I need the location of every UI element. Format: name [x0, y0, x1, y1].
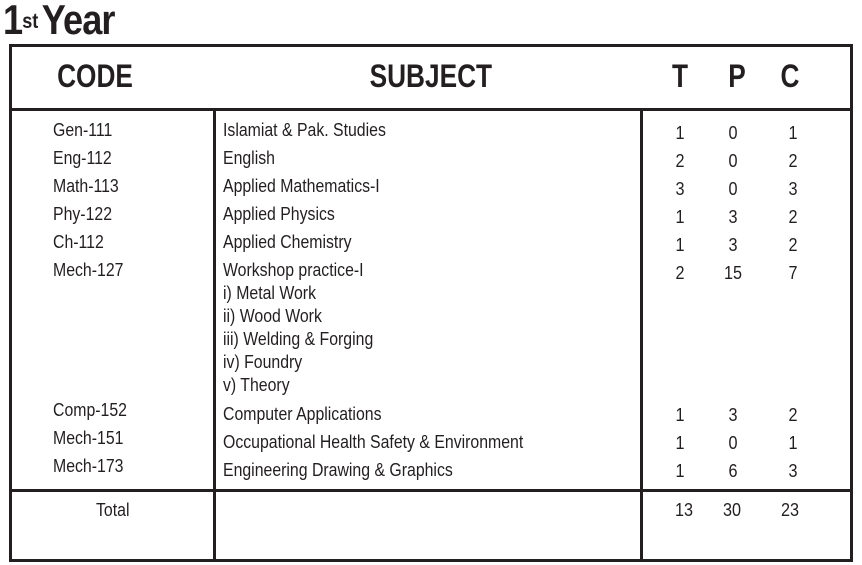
row-t: 1 [675, 207, 685, 227]
row-c: 1 [788, 433, 798, 453]
row-subject: Applied Chemistry [223, 232, 352, 252]
row-sub-item: iii) Welding & Forging [223, 329, 374, 349]
row-code: Eng-112 [53, 148, 112, 168]
row-p: 0 [728, 123, 738, 143]
title-number: 1 [3, 0, 23, 43]
row-code: Comp-152 [53, 400, 127, 420]
row-sub-item: ii) Wood Work [223, 306, 322, 326]
row-p: 3 [728, 235, 738, 255]
row-t: 2 [675, 151, 685, 171]
header-t: T [671, 58, 689, 94]
row-t: 3 [675, 179, 685, 199]
row-p: 0 [728, 151, 738, 171]
row-subject: Engineering Drawing & Graphics [223, 460, 453, 480]
row-subject: English [223, 148, 275, 168]
row-code: Ch-112 [53, 232, 104, 252]
row-subject: Islamiat & Pak. Studies [223, 120, 386, 140]
header-subject: SUBJECT [369, 58, 493, 94]
code-subject-divider [213, 111, 216, 559]
subject-credits-divider [640, 111, 643, 559]
header-divider [9, 108, 853, 111]
row-subject: Computer Applications [223, 404, 382, 424]
row-p: 3 [728, 405, 738, 425]
row-t: 1 [675, 461, 685, 481]
row-code: Mech-127 [53, 260, 124, 280]
row-p: 6 [728, 461, 738, 481]
title-word: Year [41, 0, 115, 43]
total-divider [9, 489, 853, 492]
row-sub-item: iv) Foundry [223, 352, 303, 372]
row-code: Mech-151 [53, 428, 124, 448]
row-t: 1 [675, 235, 685, 255]
header-code: CODE [57, 58, 133, 94]
row-subject: Applied Physics [223, 204, 335, 224]
row-t: 1 [675, 405, 685, 425]
row-p: 0 [728, 179, 738, 199]
row-sub-item: i) Metal Work [223, 283, 317, 303]
row-subject: Workshop practice-I [223, 260, 364, 280]
row-subject: Occupational Health Safety & Environment [223, 432, 524, 452]
row-c: 2 [788, 207, 798, 227]
row-c: 1 [788, 123, 798, 143]
row-c: 2 [788, 405, 798, 425]
title-superscript: st [22, 10, 39, 33]
header-p: P [728, 58, 746, 94]
page-title [3, 0, 115, 42]
row-c: 3 [788, 461, 798, 481]
total-c: 23 [780, 500, 800, 520]
total-p: 30 [722, 500, 742, 520]
row-subject: Applied Mathematics-I [223, 176, 380, 196]
row-c: 2 [788, 151, 798, 171]
row-code: Phy-122 [53, 204, 113, 224]
header-c: C [780, 58, 800, 94]
row-code: Mech-173 [53, 456, 124, 476]
total-label: Total [96, 500, 130, 520]
row-t: 1 [675, 433, 685, 453]
row-t: 2 [675, 263, 685, 283]
total-t: 13 [674, 500, 694, 520]
row-p: 15 [723, 263, 743, 283]
row-p: 3 [728, 207, 738, 227]
row-t: 1 [675, 123, 685, 143]
row-code: Gen-111 [53, 120, 113, 140]
row-code: Math-113 [53, 176, 119, 196]
row-c: 7 [788, 263, 798, 283]
row-p: 0 [728, 433, 738, 453]
row-c: 2 [788, 235, 798, 255]
row-c: 3 [788, 179, 798, 199]
row-sub-item: v) Theory [223, 375, 290, 395]
